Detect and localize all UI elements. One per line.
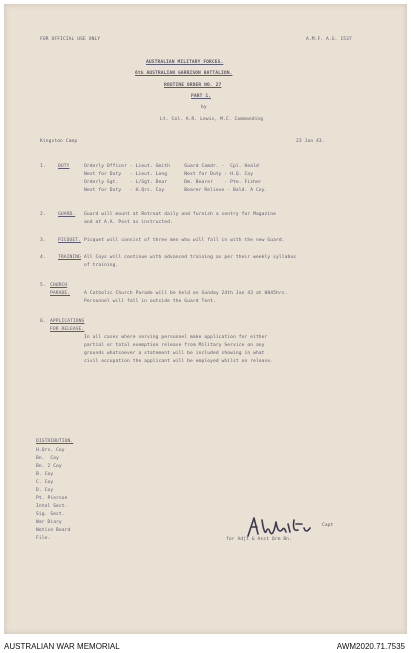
section-line: All Coys will continue with advanced training as per their weekly syllabus [84, 255, 297, 260]
section-line: grounds whatsoever a statement will be included showing in what [84, 351, 265, 356]
section-number: 2. [40, 212, 46, 217]
section-number: 5. [40, 283, 46, 288]
distribution-item: War Diary [36, 520, 62, 525]
classification-mark: FOR OFFICIAL USE ONLY [40, 37, 101, 42]
section-heading: APPLICATIONS [50, 319, 85, 324]
archive-source: AUSTRALIAN WAR MEMORIAL [4, 642, 120, 651]
section-line: partial or total exemption release from Military Service on any [84, 343, 265, 348]
section-number: 4. [40, 255, 46, 260]
distribution-item: Pt. Pierson [36, 496, 68, 501]
signature-for-line: for Adjt & Asst Qrm Bn. [226, 537, 292, 542]
distribution-item: H.Qrs. Coy [36, 448, 65, 453]
distribution-item: File. [36, 536, 51, 541]
section-number: 1. [40, 164, 46, 169]
order-date: 23 Jan 43. [296, 139, 325, 144]
signature-rank: Capt [322, 523, 334, 528]
section-line: A Catholic Church Parade will be held on Sunday 24th Jan 43 at 0845hrs. [84, 291, 288, 296]
location-label: Kingston Camp [40, 139, 78, 144]
section-line: Personnel will fall in outside the Guard Tent. [84, 299, 216, 304]
archive-footer [0, 641, 411, 653]
form-reference: A.M.F. A.G. 1537 [306, 37, 352, 42]
section-heading: DUTY [58, 164, 70, 169]
doc-title-line3: ROUTINE ORDER NO. 27 [164, 83, 222, 88]
section-line: Next for Duty - Lieut. Long Next for Duty - H.Q. Coy [84, 172, 254, 177]
doc-title-line2: 6th AUSTRALIAN GARRISON BATTALION. [135, 71, 233, 76]
distribution-item: Bn. Coy [36, 456, 59, 461]
distribution-item: Bn. 2 Coy [36, 464, 62, 469]
section-number: 3. [40, 238, 46, 243]
section-number: 6. [40, 319, 46, 324]
section-heading-line2: PARADE. [50, 291, 71, 296]
distribution-item: B. Coy [36, 472, 54, 477]
distribution-heading: DISTRIBUTION. [36, 439, 74, 444]
section-heading: PICQUET. [58, 238, 81, 243]
section-line: Guard will mount at Retreat daily and furnish a sentry for Magazine [84, 212, 276, 217]
section-line: In all cases where serving personnel make application for either [84, 335, 268, 340]
section-line: civil occupation the applicant will be employed whilst on release. [84, 359, 274, 364]
distribution-item: C. Coy [36, 480, 54, 485]
by-label: by [201, 105, 207, 110]
distribution-item: D. Coy [36, 488, 54, 493]
part-label: PART 1. [191, 94, 212, 99]
commander-line: Lt. Col. A.R. Lewis, M.C. Commanding [160, 117, 264, 122]
accession-number: AWM2020.71.7535 [336, 642, 405, 651]
section-heading: CHURCH [50, 283, 68, 288]
doc-title-line1: AUSTRALIAN MILITARY FORCES. [146, 60, 224, 65]
distribution-item: Sig. Sect. [36, 512, 65, 517]
section-heading: TRAINING [58, 255, 81, 260]
section-heading: GUARD. [58, 212, 76, 217]
section-line: Orderly Officer - Lieut. Smith Guard Comdr. - Cpl. Heald [84, 164, 259, 169]
document-sheet [4, 4, 407, 634]
document-body [4, 4, 407, 634]
section-line: and at A.A. Post as instructed. [84, 220, 173, 225]
section-line: Orderly Sgt. - L/Sgt. Dear Dm. Bearer - Pte. Fisher [84, 180, 262, 185]
section-line: Next for Duty - H.Qrs. Coy Bearer Relieve - Bald. A Coy. [84, 188, 268, 193]
section-heading-line2: FOR RELEASE. [50, 327, 85, 332]
distribution-item: Intel Sect. [36, 504, 68, 509]
section-line: Picquet will consist of three men who will fall in with the new Guard. [84, 238, 285, 243]
distribution-item: Notice Board [36, 528, 71, 533]
section-line: of training. [84, 263, 119, 268]
